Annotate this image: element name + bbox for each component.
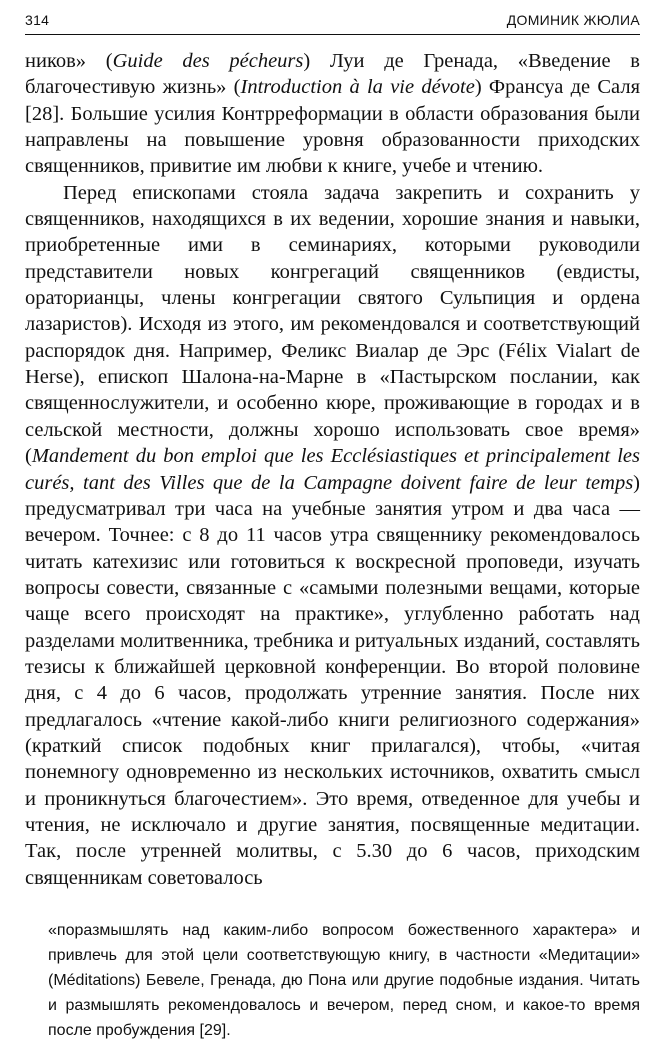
paragraph-1-text-3: ) Франсуа де Саля [28]. Большие усилия Контрреформации в области образования были направлены на повышение уровня образованности приходских священников, привитие им любви к книге, учебе и чтению.	[25, 76, 640, 178]
main-text	[25, 48, 640, 891]
paragraph-1-text-2: ) Луи де Гренада, «Введение в благочестивую жизнь» (	[25, 50, 640, 99]
paragraph-2-italic-1: Mandement du bon emploi que les Ecclésiastiques et principalement les curés, tant des Villes que de la Campagne doivent faire de leur temps	[25, 445, 640, 494]
paragraph-1-italic-1: Guide des pécheurs	[112, 50, 304, 72]
paragraph-1-italic-2: Introduction à la vie dévote	[240, 76, 475, 99]
paragraph-2-text-2: ) предусматривал три часа на учебные занятия утром и два часа — вечером. Точнее: с 8 до 11 часов утра священнику рекомендовалось читать катехизис или готовиться к воскресной проповеди, изучать вопросы совести, связанные с «самыми полезными вещами, которые чаще всего происходят на практике», углубленно работать над разделами молитвенника, требника и ритуальных изданий, составлять тезисы к ближайшей церковной конференции. Во второй половине дня, с 4 до 6 часов, продолжать утренние занятия. После них предлагалось «чтение какой-либо книги религиозного содержания» (краткий список подобных книг прилагался), чтобы, «читая понемногу одновременно из нескольких источников, охватить смысл и проникнуться благочестием». Это время, отведенное для учебы и чтения, не исключало и другие занятия, посвященные медитации. Так, после утренней молитвы, с 5.30 до 6 часов, приходским священникам советовалось	[25, 471, 640, 889]
paragraph-2-text-1: Перед епископами стояла задача закрепить и сохранить у священников, находящихся в их ведении, хорошие знания и навыки, приобретенные ими в семинариях, которыми руководили представители новых конгрегаций священников (евдисты, ораторианцы, члены конгрегации святого Сульпиция и ордена лазаристов). Исходя из этого, им рекомендовался и соответствующий распорядок дня. Например, Феликс Виалар де Эрс (Félix Vialart de Herse), епископ Шалона-на-Марне в «Пастырском послании, как священнослужители, и особенно кюре, проживающие в городах и в сельской местности, должны хорошо использовать свое время» (	[25, 181, 640, 468]
block-quote-text: «поразмышлять над каким-либо вопросом божественного характера» и привлечь для этой цели соответствующую книгу, в частности «Медитации» (Méditations) Бевеле, Гренада, дю Пона или другие подобные издания. Читать и размышлять рекомендовалось и вечером, перед сном, и какое-то время после пробуждения [29].	[48, 922, 640, 1039]
page-header	[25, 10, 640, 34]
paragraph-2	[25, 180, 640, 891]
paragraph-1	[25, 48, 640, 180]
running-title: ДОМИНИК ЖЮЛИА	[506, 12, 640, 28]
block-quote	[48, 918, 640, 1043]
header-rule	[25, 34, 640, 35]
page-number: 314	[25, 12, 50, 28]
paragraph-1-text-1: ников» (	[25, 50, 113, 72]
